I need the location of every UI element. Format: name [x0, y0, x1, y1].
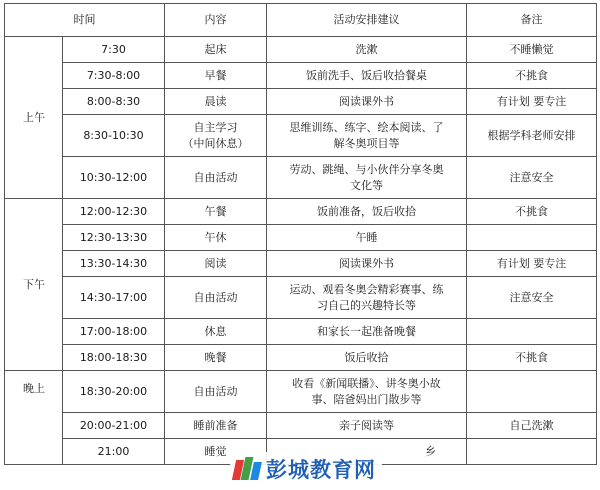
- time-cell: 20:00-21:00: [63, 413, 165, 439]
- note-cell: [467, 371, 597, 413]
- table-row: [5, 225, 597, 251]
- suggestion-cell: 运动、观看冬奥会精彩赛事、练 习自己的兴趣特长等: [267, 277, 467, 319]
- period-morning: 上午: [5, 37, 63, 199]
- table-row: [5, 37, 597, 63]
- time-cell: 12:30-13:30: [63, 225, 165, 251]
- suggestion-cell: 亲子阅读等: [267, 413, 467, 439]
- header-row: [5, 4, 597, 37]
- table-row: [5, 371, 597, 413]
- content-cell: 早餐: [165, 63, 267, 89]
- time-cell: 13:30-14:30: [63, 251, 165, 277]
- time-cell: 14:30-17:00: [63, 277, 165, 319]
- content-cell: 午餐: [165, 199, 267, 225]
- content-cell: 自主学习 （中间休息）: [165, 115, 267, 157]
- book-logo-icon: [232, 456, 262, 482]
- header-note: 备注: [467, 4, 597, 37]
- watermark-text: 彭城教育网: [266, 458, 376, 482]
- time-cell: 17:00-18:00: [63, 319, 165, 345]
- time-cell: 8:00-8:30: [63, 89, 165, 115]
- time-cell: 18:00-18:30: [63, 345, 165, 371]
- table-row: [5, 115, 597, 157]
- header-time: 时间: [5, 4, 165, 37]
- suggestion-cell: 饭前准备，饭后收拾: [267, 199, 467, 225]
- table-row: [5, 413, 597, 439]
- time-cell: 7:30-8:00: [63, 63, 165, 89]
- suggestion-cell: 饭前洗手、饭后收拾餐桌: [267, 63, 467, 89]
- note-cell: 有计划 要专注: [467, 251, 597, 277]
- table-row: [5, 157, 597, 199]
- table-row: [5, 63, 597, 89]
- table-row: [5, 199, 597, 225]
- table-row: [5, 277, 597, 319]
- suggestion-cell: 饭后收拾: [267, 345, 467, 371]
- note-cell: [467, 225, 597, 251]
- content-cell: 起床: [165, 37, 267, 63]
- content-cell: 自由活动: [165, 277, 267, 319]
- suggestion-cell: 阅读课外书: [267, 251, 467, 277]
- suggestion-cell: 和家长一起准备晚餐: [267, 319, 467, 345]
- note-cell: [467, 319, 597, 345]
- content-cell: 阅读: [165, 251, 267, 277]
- note-cell: 注意安全: [467, 277, 597, 319]
- suggestion-cell: 思维训练、练字、绘本阅读、了 解冬奥项目等: [267, 115, 467, 157]
- schedule-table: [4, 3, 597, 465]
- note-cell: 不挑食: [467, 199, 597, 225]
- suggestion-cell: 午睡: [267, 225, 467, 251]
- suggestion-cell: 收看《新闻联播》、讲冬奥小故 事、陪爸妈出门散步等: [267, 371, 467, 413]
- note-cell: 不挑食: [467, 63, 597, 89]
- suggestion-cell: 阅读课外书: [267, 89, 467, 115]
- time-cell: 8:30-10:30: [63, 115, 165, 157]
- content-cell: 午休: [165, 225, 267, 251]
- suggestion-cell: 劳动、跳绳、与小伙伴分享冬奥 文化等: [267, 157, 467, 199]
- table-row: [5, 251, 597, 277]
- content-cell: 自由活动: [165, 371, 267, 413]
- period-evening: 晚上: [5, 371, 63, 465]
- time-cell: 10:30-12:00: [63, 157, 165, 199]
- time-cell: 7:30: [63, 37, 165, 63]
- note-cell: 自己洗漱: [467, 413, 597, 439]
- table-row: [5, 319, 597, 345]
- suggestion-cell: 乡: [267, 439, 467, 465]
- content-cell: 自由活动: [165, 157, 267, 199]
- table-row: [5, 89, 597, 115]
- time-cell: 12:00-12:30: [63, 199, 165, 225]
- suggestion-cell: 洗漱: [267, 37, 467, 63]
- note-cell: 根据学科老师安排: [467, 115, 597, 157]
- watermark-logo: [230, 452, 382, 486]
- table-row: [5, 345, 597, 371]
- content-cell: 睡前准备: [165, 413, 267, 439]
- content-cell: 晚餐: [165, 345, 267, 371]
- header-content: 内容: [165, 4, 267, 37]
- header-suggestion: 活动安排建议: [267, 4, 467, 37]
- content-cell: 休息: [165, 319, 267, 345]
- period-afternoon: 下午: [5, 199, 63, 371]
- time-cell: 21:00: [63, 439, 165, 465]
- note-cell: [467, 439, 597, 465]
- content-cell: 晨读: [165, 89, 267, 115]
- note-cell: 不睡懒觉: [467, 37, 597, 63]
- note-cell: 注意安全: [467, 157, 597, 199]
- time-cell: 18:30-20:00: [63, 371, 165, 413]
- content-cell: 睡觉: [165, 439, 267, 465]
- note-cell: 不挑食: [467, 345, 597, 371]
- note-cell: 有计划 要专注: [467, 89, 597, 115]
